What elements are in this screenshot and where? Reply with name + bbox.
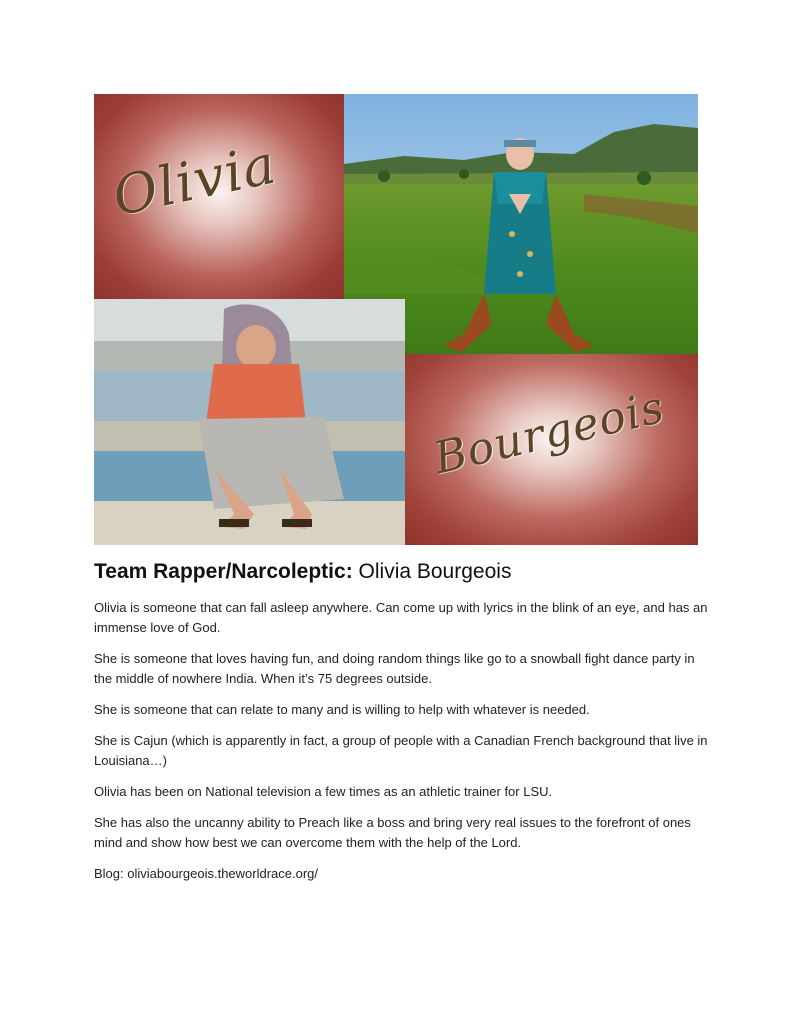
person-name: Olivia Bourgeois [358, 560, 512, 583]
first-name-panel [94, 94, 344, 299]
paragraph-sleep: Olivia is someone that can fall asleep anywhere. Can come up with lyrics in the blink of an eye, and has an immense love of God. [94, 600, 708, 635]
blog-link[interactable]: Blog: oliviabourgeois.theworldrace.org/ [94, 866, 319, 881]
paragraph-preach: She has also the uncanny ability to Preach like a boss and bring very real issues to the forefront of ones mind and show how best we can overcome them with the help of the Lord. [94, 815, 691, 850]
photo-collage [94, 94, 698, 545]
profile-heading [94, 560, 714, 584]
paragraph-fun: She is someone that loves having fun, and doing random things like go to a snowball fight dance party in the middle of nowhere India. When it’s 75 degrees outside. [94, 651, 695, 686]
profile-text [94, 560, 714, 895]
steps-photo [94, 299, 405, 545]
last-name-panel [405, 354, 698, 545]
last-name-script: Bourgeois [429, 381, 670, 485]
paragraph-helpful: She is someone that can relate to many and is willing to help with whatever is needed. [94, 702, 590, 717]
first-name-script: Olivia [107, 132, 282, 229]
paragraph-cajun: She is Cajun (which is apparently in fact, a group of people with a Canadian French background that live in Louisiana…) [94, 733, 708, 768]
paragraph-television: Olivia has been on National television a few times as an athletic trainer for LSU. [94, 784, 553, 799]
role-label: Team Rapper/Narcoleptic: [94, 560, 353, 583]
